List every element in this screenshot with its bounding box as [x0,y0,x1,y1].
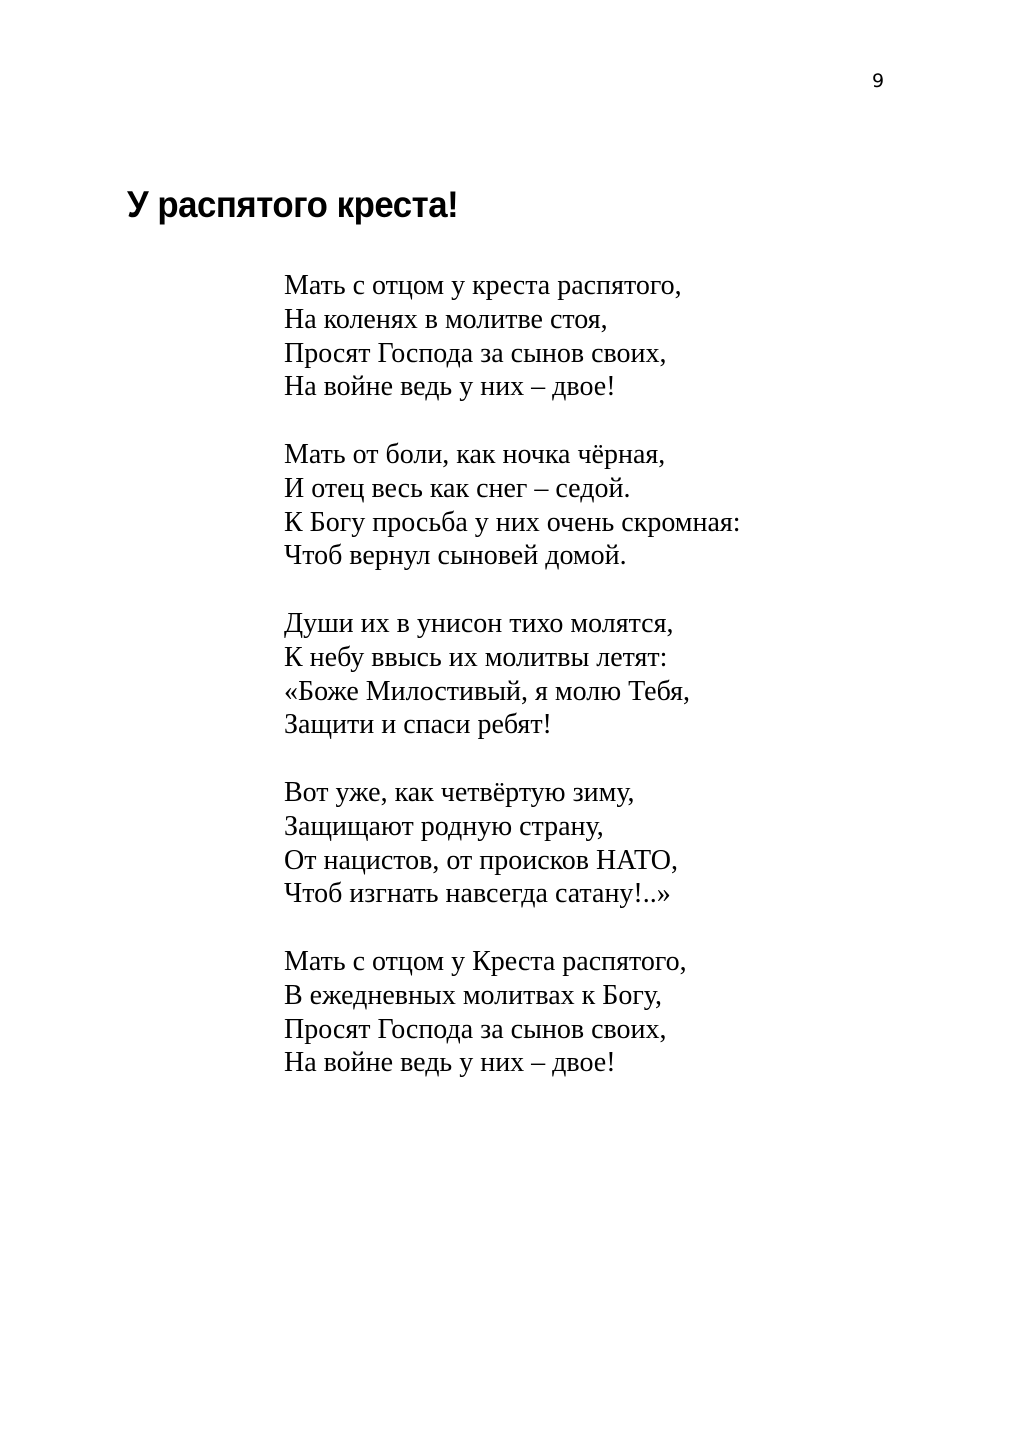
poem-line: На войне ведь у них – двое! [284,1047,616,1079]
stanza-4 [284,776,741,911]
poem-line: Защищают родную страну, [284,810,604,842]
poem-line: От нацистов, от происков НАТО, [284,844,678,876]
poem-line: На коленях в молитве стоя, [284,303,608,335]
poem-line: И отец весь как снег – седой. [284,472,631,504]
poem-line: К небу ввысь их молитвы летят: [284,641,668,673]
poem-line: Чтоб вернул сыновей домой. [284,540,627,572]
poem-line: Вот уже, как четвёртую зиму, [284,776,635,808]
stanza-2 [284,438,741,573]
page-number: 9 [872,70,885,92]
poem-line: На войне ведь у них – двое! [284,371,616,403]
poem-line: Мать с отцом у креста распятого, [284,270,682,301]
poem-line: В ежедневных молитвах к Богу, [284,979,662,1011]
stanza-5 [284,945,741,1080]
poem-line: Просят Господа за сынов своих, [284,1013,667,1045]
poem-line: Чтоб изгнать навсегда сатану!..» [284,878,671,910]
stanza-1 [284,269,741,404]
poem-line: Души их в унисон тихо молятся, [284,607,674,639]
poem-line: «Боже Милостивый, я молю Тебя, [284,675,691,707]
poem-line: К Богу просьба у них очень скромная: [284,506,741,538]
poem-body [284,269,741,1114]
poem-line: Мать с отцом у Креста распятого, [284,945,687,977]
poem-line: Просят Господа за сынов своих, [284,337,667,369]
poem-line: Защити и спаси ребят! [284,709,552,741]
stanza-3 [284,607,741,742]
poem-title: У распятого креста! [127,184,459,225]
poem-line: Мать от боли, как ночка чёрная, [284,438,666,470]
